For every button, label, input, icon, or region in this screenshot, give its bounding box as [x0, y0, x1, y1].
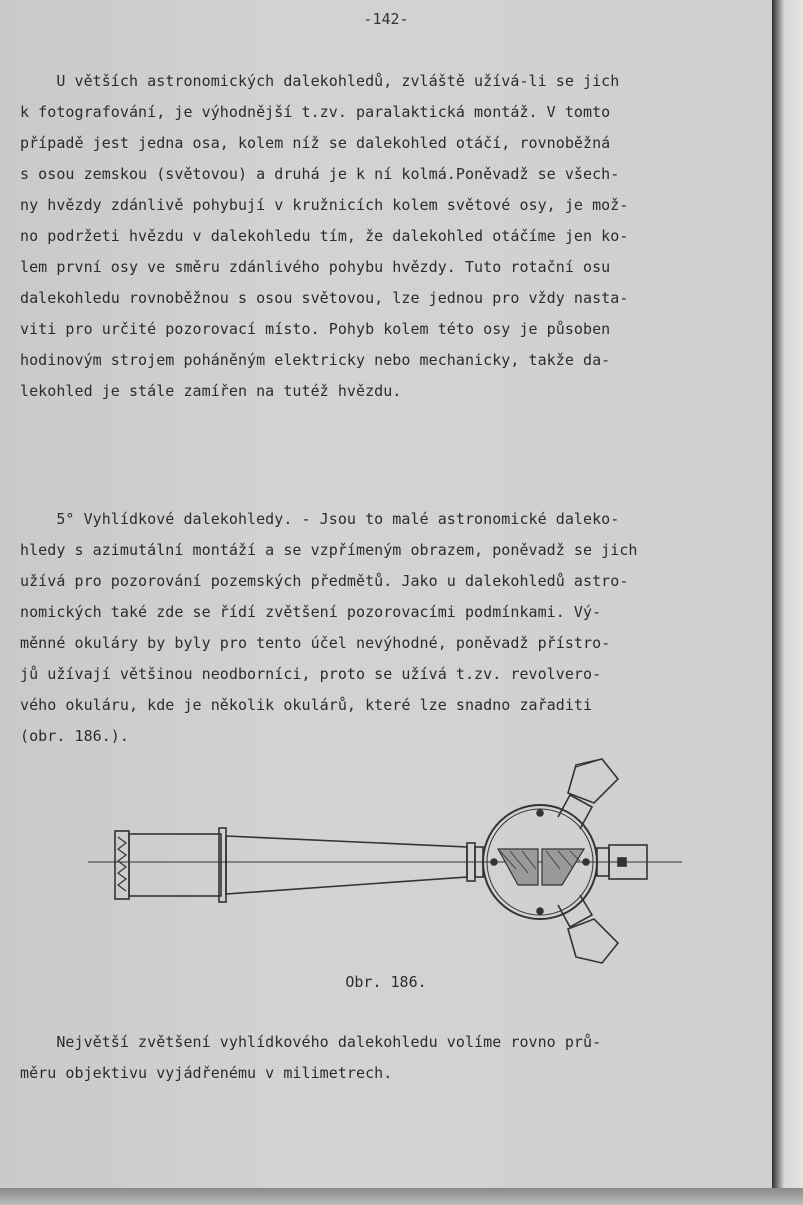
text-line: Největší zvětšení vyhlídkového dalekohledu volíme rovno prů- [20, 1033, 602, 1051]
text-line: (obr. 186.). [20, 727, 129, 745]
prism-left [498, 849, 538, 885]
paragraph-viewing-telescopes [20, 504, 765, 752]
page-edge-shadow [772, 0, 803, 1205]
text-line: hledy s azimutální montáží a se vzpřímeným obrazem, poněvadž se jich [20, 541, 638, 559]
text-line: no podržeti hvězdu v dalekohledu tím, že dalekohled otáčíme jen ko- [20, 227, 629, 245]
objective-cap [115, 831, 129, 899]
page-bottom-edge [0, 1188, 803, 1205]
text-line: nomických také zde se řídí zvětšení pozorovacími podmínkami. Vý- [20, 603, 602, 621]
text-line: k fotografování, je výhodnější t.zv. paralaktická montáž. V tomto [20, 103, 611, 121]
text-line: s osou zemskou (světovou) a druhá je k ní kolmá.Poněvadž se všech- [20, 165, 620, 183]
text-line: užívá pro pozorování pozemských předmětů. Jako u dalekohledů astro- [20, 572, 629, 590]
text-line: U větších astronomických dalekohledů, zvláště užívá-li se jich [20, 72, 620, 90]
text-line: hodinovým strojem poháněným elektricky nebo mechanicky, takže da- [20, 351, 611, 369]
text-line: měnné okuláry by byly pro tento účel nevýhodné, poněvadž přístro- [20, 634, 611, 652]
text-line: lem první osy ve směru zdánlivého pohybu hvězdy. Tuto rotační osu [20, 258, 611, 276]
text-line: měru objektivu vyjádřenému v milimetrech. [20, 1064, 393, 1082]
text-line: 5° Vyhlídkové dalekohledy. - Jsou to malé astronomické daleko- [20, 510, 620, 528]
text-line: ny hvězdy zdánlivě pohybují v kružnicích kolem světové osy, je mož- [20, 196, 629, 214]
text-line: viti pro určité pozorovací místo. Pohyb kolem této osy je působen [20, 320, 611, 338]
paragraph-paralactic-mount [20, 66, 765, 407]
text-line: jů užívají většinou neodborníci, proto se užívá t.zv. revolvero- [20, 665, 602, 683]
paragraph-max-magnification [20, 1027, 765, 1089]
telescope-revolver-eyepiece-figure [70, 745, 710, 970]
objective-tube [129, 834, 221, 896]
text-line: případě jest jedna osa, kolem níž se dalekohled otáčí, rovnoběžná [20, 134, 611, 152]
text-line: dalekohledu rovnoběžnou s osou světovou, lze jednou pro vždy nasta- [20, 289, 629, 307]
figure-caption: Obr. 186. [345, 973, 427, 991]
text-line: vého okuláru, kde je několik okulárů, které lze snadno zařaditi [20, 696, 593, 714]
page-number: -142- [363, 10, 409, 28]
text-line: lekohled je stále zamířen na tutéž hvězdu. [20, 382, 402, 400]
main-tube [226, 836, 467, 894]
